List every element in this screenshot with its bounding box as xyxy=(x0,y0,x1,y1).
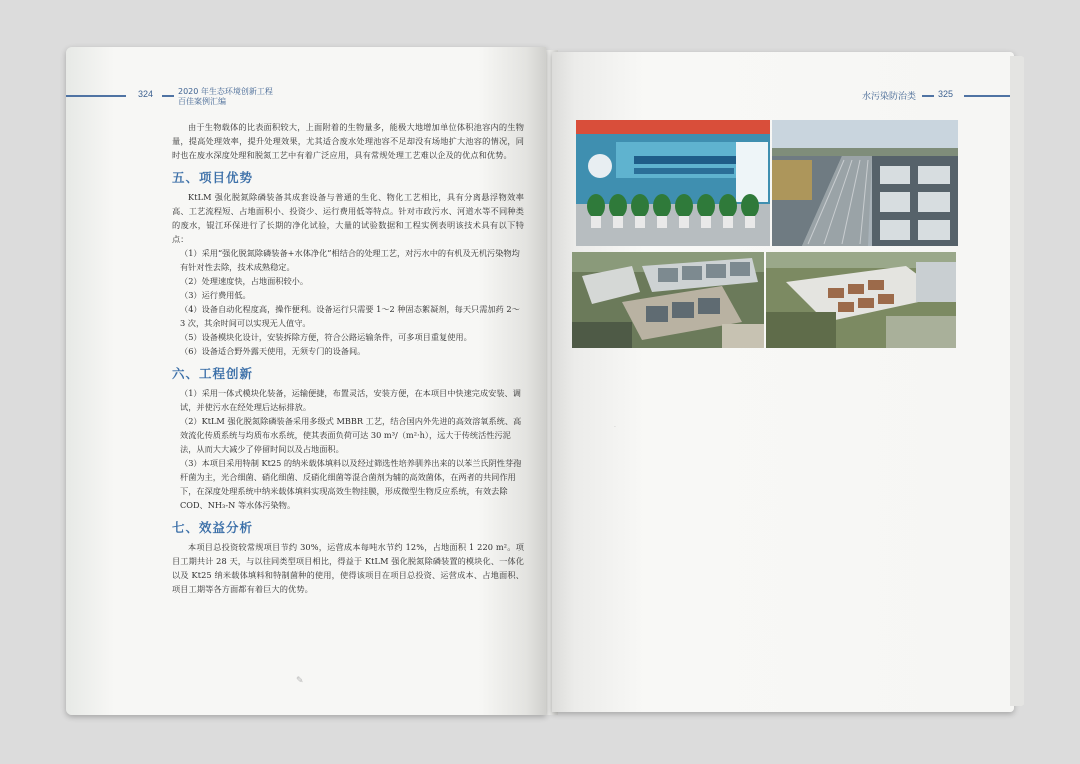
right-page-number: 325 xyxy=(938,89,954,99)
left-header-dash xyxy=(162,95,174,97)
innovation-item: （2）KtLM 强化脱氮除磷装备采用多级式 MBBR 工艺，结合国内外先进的高效溶氧系统、高效流化传质系统与均质布水系统，使其表面负荷可达 30 m³/（m²·h），远大于传统活性污泥法，从而大大减少了停留时间以及占地面积。 xyxy=(180,416,522,454)
right-running-title: 水污染防治类 xyxy=(862,92,917,102)
advantages-paragraph: KtLM 强化脱氮除磷装备其成套设备与普通的生化、物化工艺相比，具有分离悬浮物效率高、工艺流程短、占地面积小、投资少、运行费用低等特点。针对市政污水、河道水等不同种类的废水，锟江环保进行了长期的净化试验，大量的试验数据和工程实例表明该技术具有以下特点： xyxy=(172,192,524,244)
photo-reception-office xyxy=(576,120,770,246)
benefits-paragraph: 本项目总投资较常规项目节约 30%，运营成本每吨水节约 12%，占地面积 1 220 m²。项目工期共计 28 天，与以往同类型项目相比，得益于 KtLM 强化脱氮除磷装置的模块化、一体化以及 Kt25 纳米载体填料和特制菌种的使用，使得该项目在项目总投资、运营成本、占地面积、项目工期等各方面都有着巨大的优势。 xyxy=(172,542,524,594)
left-header-rule xyxy=(66,95,126,97)
section-heading-benefits: 七、效益分析 xyxy=(172,520,254,535)
advantage-item: （6）设备适合野外露天使用，无须专门的设备间。 xyxy=(180,346,366,356)
running-title-line2: 百佳案例汇编 xyxy=(178,97,226,106)
section-heading-advantages: 五、项目优势 xyxy=(172,170,254,185)
left-page-number: 324 xyxy=(138,89,154,99)
intro-paragraph: 由于生物载体的比表面积较大，上面附着的生物量多，能极大地增加单位体积池容内的生物量，提高处理效率，提升处理效果，尤其适合废水处理池容不足却没有场地扩大池容的情况，同时也在废水深度处理和脱氮工艺中有着广泛应用，具有常规处理工艺难以企及的优点和优势。 xyxy=(172,122,524,160)
advantage-item: （1）采用“强化脱氮除磷装备+水体净化”相结合的处理工艺，对污水中的有机及无机污染物均有针对性去除，技术成熟稳定。 xyxy=(180,248,520,272)
left-running-title xyxy=(178,87,273,107)
advantage-item: （5）设备模块化设计，安装拆除方便，符合公路运输条件，可多项目重复使用。 xyxy=(180,332,472,342)
innovation-item: （1）采用一体式模块化装备，运输便捷，布置灵活，安装方便，在本项目中快速完成安装、调试，并使污水在经处理后达标排放。 xyxy=(180,388,521,412)
right-page xyxy=(552,52,1014,712)
photo-aerial-plant-2 xyxy=(766,252,956,348)
right-header-rule xyxy=(964,95,1014,97)
running-title-line1: 2020 年生态环境创新工程 xyxy=(178,87,273,96)
pencil-mark: ✎ xyxy=(296,676,304,686)
left-page-body xyxy=(172,120,524,596)
speck-mark: · xyxy=(614,424,616,431)
photo-aerial-plant-1 xyxy=(572,252,764,348)
section-heading-innovation: 六、工程创新 xyxy=(172,366,254,381)
advantage-item: （4）设备自动化程度高，操作便利。设备运行只需要 1～2 种固态絮凝剂，每天只需加药 2～3 次，其余时间可以实现无人值守。 xyxy=(180,304,520,328)
advantage-item: （3）运行费用低。 xyxy=(180,290,251,300)
advantage-item: （2）处理速度快，占地面积较小。 xyxy=(180,276,309,286)
innovation-item: （3）本项目采用特制 Kt25 的纳米载体填料以及经过筛选性培养驯养出来的以苯兰氏阴性芽孢杆菌为主，光合细菌、硝化细菌、反硝化细菌等混合菌剂为辅的高效菌体，在两者的共同作用下，在深度处理系统中纳米载体填料实现高效生物挂膜，形成微型生物反应系统，有效去除 COD、NH₃-N 等水体污染物。 xyxy=(180,458,522,510)
photo-treatment-tanks xyxy=(772,120,958,246)
page-edge-stack xyxy=(1010,56,1024,706)
right-header-dash xyxy=(922,95,934,97)
